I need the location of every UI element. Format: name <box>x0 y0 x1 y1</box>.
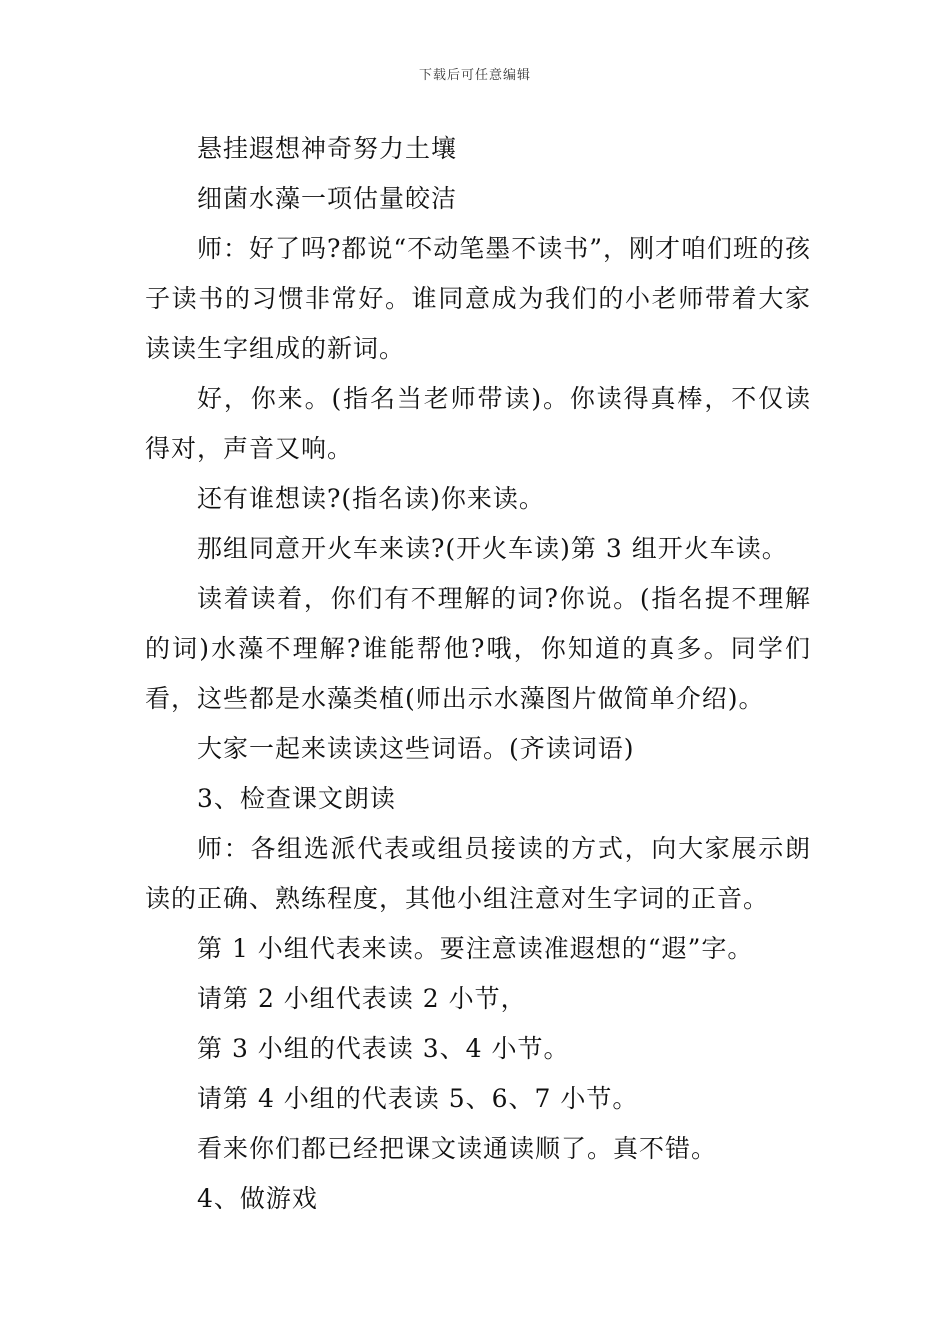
paragraph: 第 1 小组代表来读。要注意读准遐想的“遐”字。 <box>197 934 754 963</box>
paragraph: 那组同意开火车来读?(开火车读)第 3 组开火车读。 <box>197 534 788 563</box>
paragraph: 师：好了吗?都说“不动笔墨不读书”，刚才咱们班的孩子读书的习惯非常好。谁同意成为我们的小老师带着大家读读生字组成的新词。 <box>145 234 811 363</box>
section-heading: 3、检查课文朗读 <box>197 784 396 813</box>
paragraph: 好，你来。(指名当老师带读)。你读得真棒，不仅读得对，声音又响。 <box>145 384 811 463</box>
paragraph: 细菌水藻一项估量皎洁 <box>197 184 458 213</box>
paragraph: 读着读着，你们有不理解的词?你说。(指名提不理解的词)水藻不理解?谁能帮他?哦，你知道的真多。同学们看，这些都是水藻类植(师出示水藻图片做简单介绍)。 <box>145 584 811 713</box>
paragraph: 看来你们都已经把课文读通读顺了。真不错。 <box>197 1134 718 1163</box>
paragraph: 还有谁想读?(指名读)你来读。 <box>197 484 545 513</box>
paragraph: 悬挂遐想神奇努力土壤 <box>197 134 458 163</box>
paragraph: 第 3 小组的代表读 3、4 小节。 <box>197 1034 570 1063</box>
paragraph: 请第 2 小组代表读 2 小节， <box>197 984 527 1013</box>
section-heading: 4、做游戏 <box>197 1184 318 1213</box>
document-body <box>145 124 811 1224</box>
paragraph: 大家一起来读读这些词语。(齐读词语) <box>197 734 635 763</box>
paragraph: 师：各组选派代表或组员接读的方式，向大家展示朗读的正确、熟练程度，其他小组注意对生字词的正音。 <box>145 834 811 913</box>
page-header: 下载后可任意编辑 <box>418 68 531 83</box>
paragraph: 请第 4 小组的代表读 5、6、7 小节。 <box>197 1084 639 1113</box>
